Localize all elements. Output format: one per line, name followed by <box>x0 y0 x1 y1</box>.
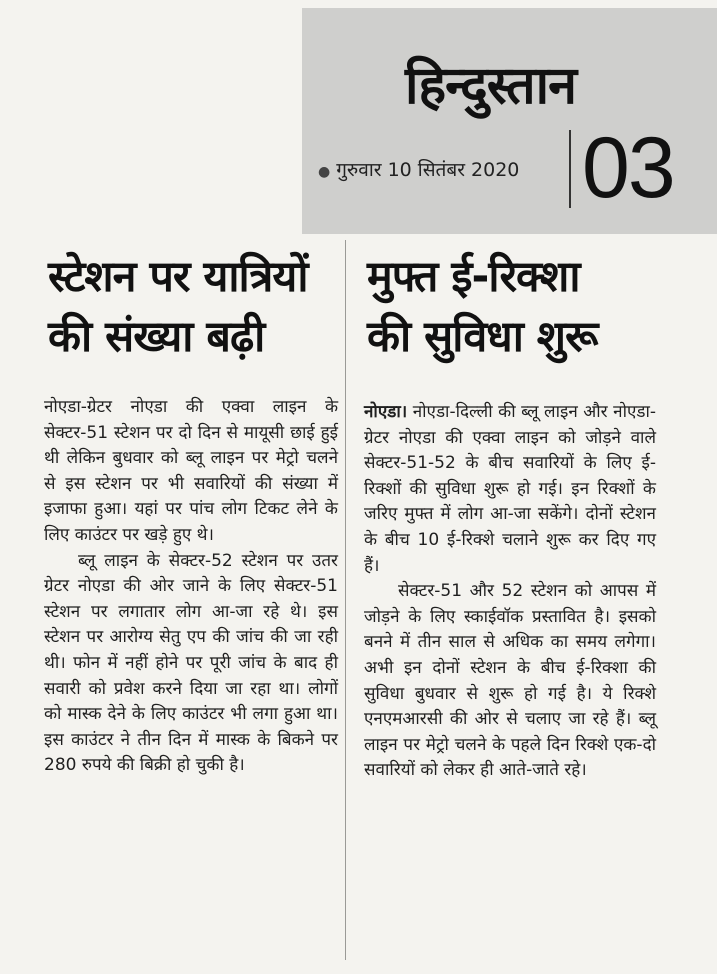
issue-date-line <box>318 150 568 192</box>
bullet-icon: ● <box>318 164 331 180</box>
masthead-divider <box>569 130 571 208</box>
left-article-paragraph-2: ब्लू लाइन के सेक्टर-52 स्टेशन पर उतर ग्रेटर नोएडा की ओर जाने के लिए सेक्टर-51 स्टेशन पर लगातार लोग आ-जा रहे थे। इस स्टेशन पर आरोग्य सेतु एप की जांच की जा रही थी। फोन में नहीं होने पर पूरी जांच के बाद ही सवारी को प्रवेश करने दिया जा रहा था। लोगों को मास्क देने के लिए काउंटर भी लगा हुआ था। इस काउंटर ने तीन दिन में मास्क के बिकने पर 280 रुपये की बिक्री हो चुकी है। <box>44 550 338 776</box>
newspaper-name: हिन्दुस्तान <box>405 56 576 116</box>
right-article-body <box>364 400 656 784</box>
column-divider <box>345 240 346 960</box>
left-article-paragraph-1: नोएडा-ग्रेटर नोएडा की एक्वा लाइन के सेक्टर-51 स्टेशन पर दो दिन से मायूसी छाई हुई थी लेकिन बुधवार को ब्लू लाइन पर मेट्रो चलने से इस स्टेशन पर भी सवारियों की संख्या में इजाफा हुआ। यहां पर पांच लोग टिकट लेने के लिए काउंटर पर खड़े हुए थे। <box>44 397 338 545</box>
right-headline-line-1: मुफ्त ई-रिक्शा <box>367 252 580 302</box>
right-article-paragraph-2: सेक्टर-51 और 52 स्टेशन को आपस में जोड़ने के लिए स्काईवॉक प्रस्तावित है। इसको बनने में तीन साल से अधिक का समय लगेगा। अभी इन दोनों स्टेशन के बीच ई-रिक्शा की सुविधा बुधवार से शुरू हो गई है। ये रिक्शे एनएमआरसी की ओर से चलाए जा रहे हैं। ब्लू लाइन पर मेट्रो चलने के पहले दिन रिक्शे एक-दो सवारियों को लेकर ही आते-जाते रहे। <box>364 581 656 781</box>
right-article-headline <box>367 247 597 367</box>
issue-date: गुरुवार 10 सितंबर 2020 <box>336 159 520 181</box>
left-headline-line-2: की संख्या बढ़ी <box>48 312 265 362</box>
right-headline-line-2: की सुविधा शुरू <box>367 312 598 362</box>
left-article-headline <box>48 247 307 367</box>
left-article-body <box>44 395 338 779</box>
right-paragraph-1-text: नोएडा-दिल्ली की ब्लू लाइन और नोएडा-ग्रेटर नोएडा की एक्वा लाइन को जोड़ने वाले सेक्टर-51-52 के बीच सवारियों के लिए ई-रिक्शों की सुविधा शुरू हो गई। इन रिक्शों के जरिए मुफ्त में लोग आ-जा सकेंगे। दोनों स्टेशन के बीच 10 ई-रिक्शे चलाने शुरू कर दिए गए हैं। <box>364 402 657 576</box>
article-dateline: नोएडा। <box>364 402 408 422</box>
left-headline-line-1: स्टेशन पर यात्रियों <box>48 252 308 302</box>
page-number: 03 <box>582 120 674 216</box>
right-article-paragraph-1 <box>364 400 656 579</box>
